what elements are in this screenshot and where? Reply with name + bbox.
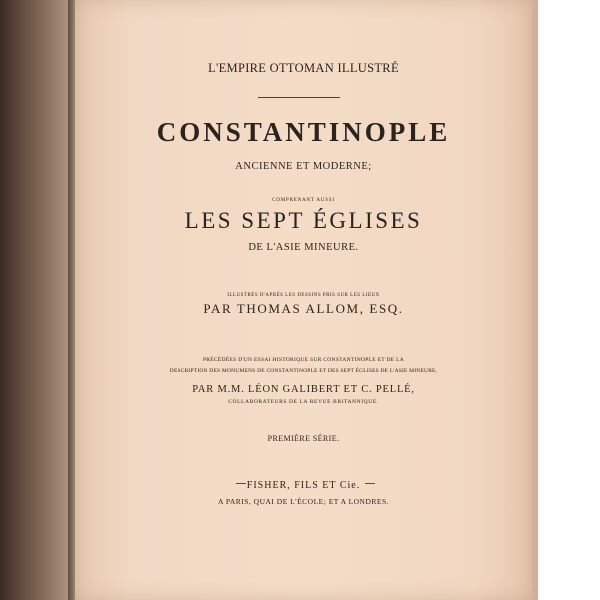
background bbox=[538, 0, 600, 600]
main-subtitle: ANCIENNE ET MODERNE; bbox=[235, 161, 372, 172]
comprising-note: COMPRENANT AUSSI bbox=[272, 198, 335, 203]
churches-subtitle: DE L'ASIE MINEURE. bbox=[248, 242, 359, 253]
publisher-dash-right bbox=[365, 483, 375, 484]
illustrated-note: ILLUSTRÉS D'APRÈS LES DESSINS PRIS SUR LES LIEUX bbox=[227, 293, 380, 298]
publisher-name: FISHER, FILS ET Cie. bbox=[246, 480, 361, 491]
author-line: PAR THOMAS ALLOM, ESQ. bbox=[203, 301, 404, 316]
editors-line: PAR M.M. LÉON GALIBERT ET C. PELLÉ, bbox=[192, 384, 415, 395]
series-title: L'EMPIRE OTTOMAN ILLUSTRÉ bbox=[208, 61, 399, 75]
churches-title: LES SEPT ÉGLISES bbox=[184, 208, 423, 233]
preface-line-1: PRÉCÉDÉES D'UN ESSAI HISTORIQUE SUR CONSTANTINOPLE ET DE LA bbox=[202, 357, 405, 363]
editors-role: COLLABORATEURS DE LA REVUE BRITANNIQUE. bbox=[228, 399, 379, 405]
book-binding bbox=[0, 0, 75, 600]
series-number: PREMIÈRE SÉRIE. bbox=[267, 434, 340, 443]
publisher-address: A PARIS, QUAI DE L'ÉCOLE; ET A LONDRES. bbox=[217, 497, 390, 506]
title-page-content bbox=[75, 0, 532, 600]
title-rule bbox=[258, 97, 340, 98]
preface-line-2: DESCRIPTION DES MONUMENS DE CONSTANTINOPLE ET DES SEPT ÉGLISES DE L'ASIE MINEURE, bbox=[169, 368, 438, 374]
main-title: CONSTANTINOPLE bbox=[156, 117, 451, 147]
